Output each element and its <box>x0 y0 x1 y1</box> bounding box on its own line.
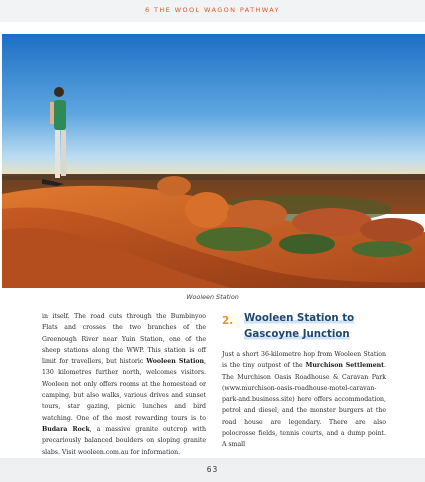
right-column <box>222 311 386 451</box>
section-heading <box>222 311 386 343</box>
section-title <box>244 311 354 343</box>
section-number: 2. <box>222 315 234 327</box>
left-column-text <box>42 311 206 458</box>
page-number: 63 <box>206 465 219 474</box>
left-bold-budara-rock: Budara Rock <box>42 425 90 433</box>
photo-caption: Wooleen Station <box>186 293 239 301</box>
right-text-part-2: . The Murchison Oasis Roadhouse & Caravan Park (www.murchison-oasis-roadhouse-motel-caravan-park-and.business.site) here offers accommodation, petrol and diesel, and the monster burgers at the road house are legendary. There are also polocrosse fields, tennis courts, and a dump point. A small <box>222 362 386 449</box>
section-title-line-2: Gascoyne Junction <box>244 329 350 340</box>
running-head: 6 THE WOOL WAGON PATHWAY <box>145 6 280 14</box>
left-text-part-2: , 130 kilometres further north, welcomes visitors. Wooleen not only offers rooms at the homestead or camping, but also walks, various drives and sunset tours, star gazing, picnic lunches and bird watching. One of the most rewarding tours is to <box>42 358 206 422</box>
left-bold-wooleen-station: Wooleen Station <box>146 358 205 366</box>
right-bold-murchison-settlement: Murchison Settlement <box>305 362 385 370</box>
section-title-line-1: Wooleen Station to <box>244 313 355 324</box>
left-text-part-3: , a massive granite outcrop with precariously balanced boulders on sloping granite slabs. Visit wooleen.com.au for information. <box>42 425 206 456</box>
right-text-part-1: Just a short 36-kilometre hop from Wooleen Station is the tiny outpost of the <box>222 351 386 370</box>
photo-wooleen-station <box>2 34 425 288</box>
right-column-text <box>222 349 386 451</box>
left-text-part-1: in itself. The road cuts through the Bumbinyoo Flats and crosses the two branches of the Greenough River near Yuin Station, one of the sheep stations along the WWP. This station is off limit for travellers, but historic <box>42 313 206 366</box>
